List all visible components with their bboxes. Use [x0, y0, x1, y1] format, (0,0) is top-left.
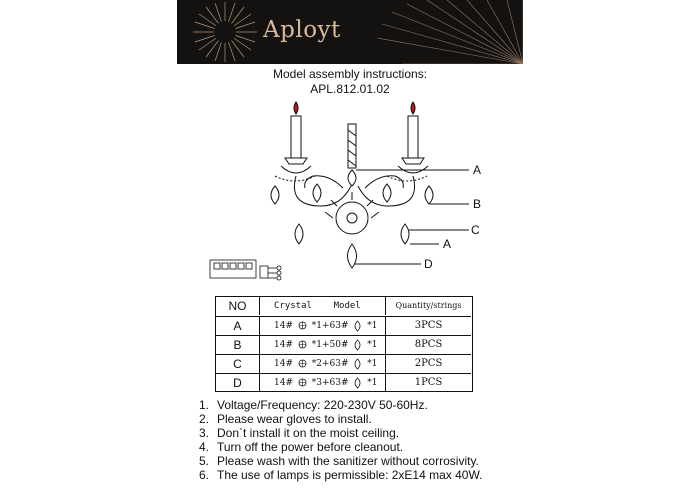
wiring-terminal-diagram [210, 260, 281, 280]
parts-table [215, 296, 473, 392]
spec-part: 14# [274, 378, 293, 388]
table-row [216, 335, 471, 354]
teardrop-crystal-icon [353, 358, 362, 370]
row-id: A [216, 317, 260, 335]
spec-part: *1 [367, 359, 378, 369]
crystal-spec [260, 336, 386, 354]
crystal-b [313, 184, 321, 202]
spec-part: 14# [274, 359, 293, 369]
list-item: 5. Please wash with the sanitizer without corrosivity. [199, 454, 479, 468]
row-id: B [216, 336, 260, 354]
crystal-a-top [348, 170, 356, 186]
callout-b: B [473, 197, 482, 211]
octagon-crystal-icon [298, 321, 307, 330]
title-line-1: Model assembly instructions: [272, 67, 428, 81]
quantity: 2PCS [414, 358, 443, 369]
crystal-spec [260, 355, 386, 373]
crystal-spec [260, 317, 386, 335]
list-item: 1. Voltage/Frequency: 220-230V 50-60Hz. [199, 398, 428, 412]
spec-part: *1+63# [311, 321, 349, 331]
left-flame [294, 102, 298, 114]
callout-a-lower: A [443, 237, 452, 251]
spec-part: 14# [274, 340, 293, 350]
quantity: 8PCS [414, 339, 443, 350]
instruction-list [199, 398, 482, 482]
teardrop-crystal-icon [353, 377, 362, 389]
row-id: C [216, 355, 260, 373]
sunburst-decoration [177, 0, 523, 64]
crystal-b [425, 186, 433, 204]
spec-part: *1 [367, 321, 378, 331]
callout-c: C [471, 223, 480, 237]
table-row [216, 373, 471, 392]
spec-part: 14# [274, 321, 293, 331]
list-item: 4. Turn off the power before cleanout. [199, 440, 404, 454]
center-body [336, 202, 368, 234]
octagon-crystal-icon [298, 340, 307, 349]
brand-logo: Aployt [263, 17, 341, 43]
list-item: 2. Please wear gloves to install. [199, 412, 372, 426]
header-quantity: Quantity/strings [395, 301, 462, 310]
chandelier-diagram [205, 96, 495, 284]
list-item: 3. Don`t install it on the moist ceiling. [199, 426, 400, 440]
header-crystal-model [260, 297, 386, 315]
crystal-b [383, 184, 391, 202]
document-title [0, 67, 700, 97]
header-model: Model [333, 301, 361, 311]
octagon-crystal-icon [298, 359, 307, 368]
crystal-c [295, 224, 303, 244]
right-candle [408, 116, 418, 158]
spec-part: *2+63# [311, 359, 349, 369]
quantity: 1PCS [414, 377, 443, 388]
quantity: 3PCS [414, 320, 443, 331]
callout-a: A [473, 163, 482, 177]
table-row [216, 316, 471, 335]
octagon-crystal-icon [298, 378, 307, 387]
table-row [216, 354, 471, 373]
spec-part: *1 [367, 378, 378, 388]
crystal-c [401, 224, 409, 244]
callout-d: D [424, 257, 433, 271]
list-item: 6. The use of lamps is permissible: 2xE14 max 40W. [199, 468, 483, 482]
crystal-spec [260, 374, 386, 392]
header-no: NO [216, 297, 260, 315]
right-flame [411, 102, 415, 114]
header-crystal: Crystal [274, 301, 312, 311]
model-number: APL.812.01.02 [310, 82, 390, 96]
crystal-b [271, 186, 279, 204]
brand-banner [177, 0, 523, 64]
left-candle [291, 116, 301, 158]
spec-part: *3+63# [311, 378, 349, 388]
spec-part: *1+50# [311, 340, 349, 350]
spec-part: *1 [367, 340, 378, 350]
table-header-row [216, 297, 471, 316]
teardrop-crystal-icon [353, 339, 362, 351]
row-id: D [216, 374, 260, 392]
teardrop-crystal-icon [353, 320, 362, 332]
